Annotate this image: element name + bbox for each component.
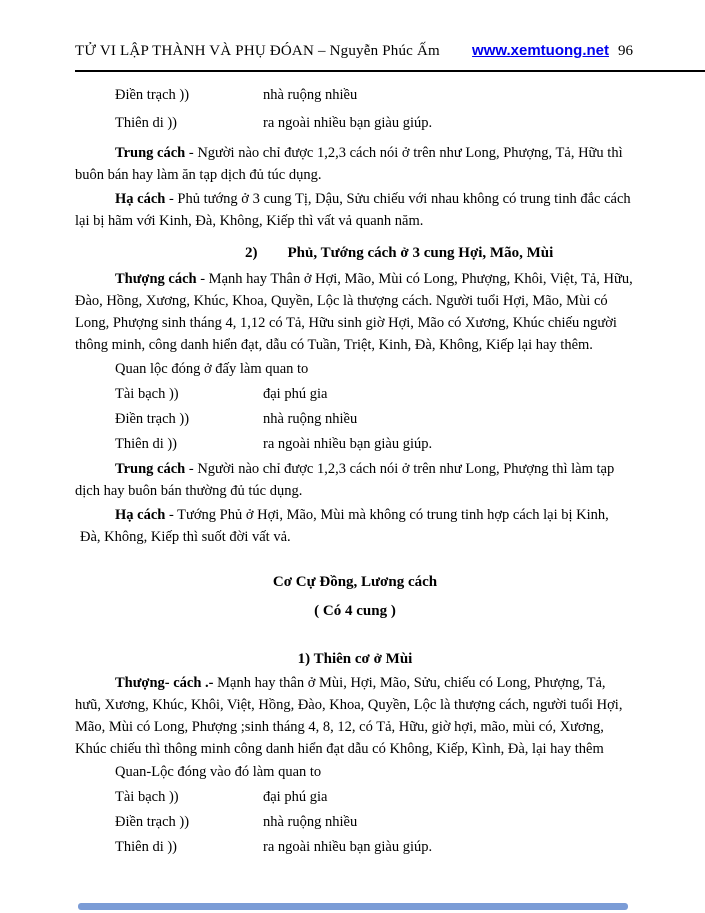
term-value: ra ngoài nhiều bạn giàu giúp. [263,436,433,452]
paragraph-text: - Phủ tướng ở 3 cung Tị, Dậu, Sửu chiếu với nhau không có trung tinh đắc cách lại bị hãm với Kinh, Đà, Không, Kiếp thì vất vả quanh năm. [75,191,631,229]
document-body [0,72,705,861]
term-label: Tài bạch )) [115,789,179,805]
term-label: Tài bạch )) [115,386,179,402]
paragraph-text: - Mạnh hay Thân ở Hợi, Mão, Mùi có Long, Phượng, Khôi, Việt, Tả, Hữu, Đào, Hồng, Xương, Khúc, Khoa, Quyền, Lộc là thượng cách. Người tuổi Hợi, Mão, Mùi có Long, Phượng sinh tháng 4, 1,12 có Tả, Hữu sinh giờ Hợi, Mão có Xương, Khúc chiếu người thông minh, công danh hiển đạt, dẫu có Tuần, Triệt, Kinh, Đà, Không, Kiếp lại hay thêm. [75,271,633,353]
horizontal-scrollbar-thumb[interactable] [78,903,628,910]
paragraph-lead: Hạ cách [115,191,166,207]
paragraph-thuong-cach-3 [75,672,635,760]
term-label: Thiên di )) [115,436,178,452]
page-header [0,0,705,62]
page-number: 96 [618,43,633,59]
term-row [115,84,635,106]
term-label: Điền trạch )) [115,814,190,830]
subsection-heading-thien-co: 1) Thiên cơ ở Mùi [297,651,413,667]
section-heading-2 [245,241,635,265]
header-right [472,40,633,62]
paragraph-thuong-cach-2 [75,268,635,356]
term-row [115,408,635,430]
section-number: 2) [245,245,258,261]
paragraph-lead: Trung cách [115,461,186,477]
term-value: đại phú gia [263,789,328,805]
section-subheading-cung-count: ( Có 4 cung ) [314,603,396,619]
term-label: Điền trạch )) [115,87,190,103]
paragraph-lead: Thượng- cách .- [115,675,214,691]
term-label: Thiên di )) [115,839,178,855]
term-row [115,786,635,808]
quan-loc-line [115,761,635,783]
website-link[interactable]: www.xemtuong.net [472,42,609,59]
quan-loc-text: Quan-Lộc đóng vào đó làm quan to [115,764,322,780]
paragraph-ha-cach-2 [75,504,635,548]
paragraph-ha-cach-1 [75,188,635,232]
term-value: nhà ruộng nhiều [263,411,358,427]
paragraph-lead: Thượng cách [115,271,197,287]
section-heading-co-cu: Cơ Cự Đồng, Lương cách [272,574,438,590]
paragraph-text: Mạnh hay thân ở Mùi, Hợi, Mão, Sửu, chiếu có Long, Phượng, Tả, hưũ, Xương, Khúc, Khôi, Việt, Hồng, Đào, Khoa, Quyền, Lộc là thượng cách, người tuổi Hợi, Mão, Mùi có Long, Phượng ;sinh tháng 4, 8, 12, có Tả, Hữu, giờ hợi, mão, mùi có, Xương, Khúc chiếu thì thông minh công danh hiển đạt dẫu có Không, Kiếp, Kình, Đà, lại hay thêm [75,675,623,757]
term-value: ra ngoài nhiều bạn giàu giúp. [263,839,433,855]
paragraph-trung-cach-1 [75,142,635,186]
term-value: nhà ruộng nhiều [263,87,358,103]
term-row [115,112,635,134]
term-row [115,433,635,455]
term-label: Thiên di )) [115,115,178,131]
quan-loc-line [115,358,635,380]
quan-loc-text: Quan lộc đóng ở đấy làm quan to [115,361,309,377]
paragraph-trung-cach-2 [75,458,635,502]
paragraph-text-continued: Đà, Không, Kiếp thì suốt đời vất vả. [80,529,291,545]
paragraph-lead: Trung cách [115,145,186,161]
section-title: Phủ, Tướng cách ở 3 cung Hợi, Mão, Mùi [287,245,554,261]
term-row [115,836,635,858]
term-label: Điền trạch )) [115,411,190,427]
term-value: ra ngoài nhiều bạn giàu giúp. [263,115,433,131]
document-title: TỬ VI LẬP THÀNH VÀ PHỤ ĐÓAN – Nguyễn Phúc Ấm [75,43,440,59]
paragraph-text: - Tướng Phủ ở Hợi, Mão, Mùi mà không có trung tinh hợp cách lại bị Kinh, [165,507,609,523]
term-row [115,383,635,405]
term-value: nhà ruộng nhiều [263,814,358,830]
term-row [115,811,635,833]
paragraph-text: - Người nào chỉ được 1,2,3 cách nói ở trên như Long, Phượng, Tả, Hữu thì buôn bán hay làm ăn tạp dịch đủ túc dụng. [75,145,623,183]
term-value: đại phú gia [263,386,328,402]
paragraph-text: - Người nào chỉ được 1,2,3 cách nói ở trên như Long, Phượng thì làm tạp dịch hay buôn bán thường đủ túc dụng. [75,461,615,499]
paragraph-lead: Hạ cách [115,507,166,523]
